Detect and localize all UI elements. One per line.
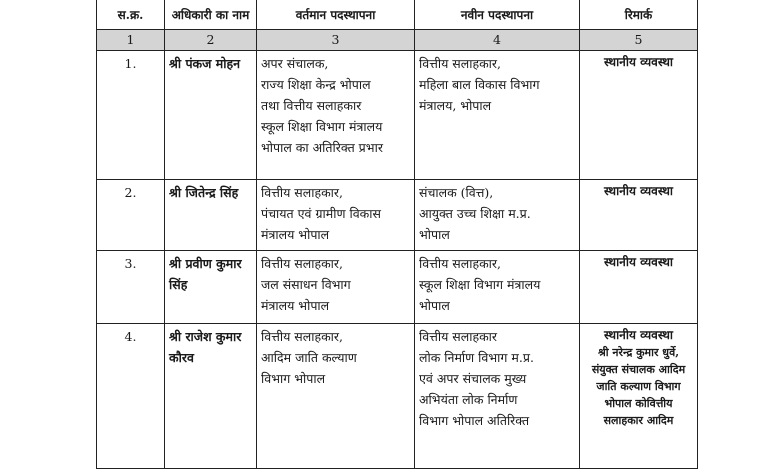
remark: [580, 324, 698, 469]
column-number: 3: [257, 30, 415, 51]
current-posting: [257, 324, 415, 469]
remark-detail: श्री नरेन्द्र कुमार धुर्वे, संयुक्त संचालक आदिम जाति कल्याण विभाग भोपाल कोवित्तीय सलाहकार आदिम: [591, 346, 686, 427]
new-posting-text: संचालक (वित्त), आयुक्त उच्च शिक्षा म.प्र. भोपाल: [419, 185, 531, 242]
column-number-row: [97, 30, 698, 51]
remark-text: स्थानीय व्यवस्था: [603, 55, 674, 69]
officer-name: श्री प्रवीण कुमार सिंह: [165, 251, 257, 324]
table-row: [97, 180, 698, 251]
remark-text: स्थानीय व्यवस्था: [603, 255, 674, 269]
table-row: [97, 51, 698, 180]
serial-number: 3.: [97, 251, 165, 324]
serial-number: 4.: [97, 324, 165, 469]
serial-number: 1.: [97, 51, 165, 180]
column-number: 5: [580, 30, 698, 51]
table-header-row: [97, 0, 698, 30]
new-posting: [415, 180, 580, 251]
new-posting-text: वित्तीय सलाहकार लोक निर्माण विभाग म.प्र. एवं अपर संचालक मुख्य अभियंता लोक निर्माण विभाग भोपाल अतिरिक्त: [419, 329, 534, 428]
column-number: 2: [165, 30, 257, 51]
new-posting: [415, 324, 580, 469]
column-number: 4: [415, 30, 580, 51]
new-posting: [415, 251, 580, 324]
header-remark: रिमार्क: [580, 0, 698, 30]
current-posting: [257, 251, 415, 324]
transfer-order-table: [96, 0, 698, 469]
remark-text: स्थानीय व्यवस्था: [603, 328, 674, 342]
remark-text: स्थानीय व्यवस्था: [603, 184, 674, 198]
header-officer-name: अधिकारी का नाम: [165, 0, 257, 30]
header-serial: स.क्र.: [97, 0, 165, 30]
header-new-posting: नवीन पदस्थापना: [415, 0, 580, 30]
remark: [580, 180, 698, 251]
table-row: [97, 251, 698, 324]
current-posting-text: वित्तीय सलाहकार, जल संसाधन विभाग मंत्रालय भोपाल: [261, 256, 351, 313]
header-current-posting: वर्तमान पदस्थापना: [257, 0, 415, 30]
remark: [580, 51, 698, 180]
new-posting-text: वित्तीय सलाहकार, स्कूल शिक्षा विभाग मंत्रालय भोपाल: [419, 256, 541, 313]
officer-name: श्री पंकज मोहन: [165, 51, 257, 180]
new-posting: [415, 51, 580, 180]
serial-number: 2.: [97, 180, 165, 251]
table-row: [97, 324, 698, 469]
current-posting-text: वित्तीय सलाहकार, आदिम जाति कल्याण विभाग भोपाल: [261, 329, 357, 386]
column-number: 1: [97, 30, 165, 51]
officer-name: श्री राजेश कुमार कौरव: [165, 324, 257, 469]
current-posting: [257, 180, 415, 251]
new-posting-text: वित्तीय सलाहकार, महिला बाल विकास विभाग मंत्रालय, भोपाल: [419, 56, 540, 113]
current-posting: [257, 51, 415, 180]
current-posting-text: वित्तीय सलाहकार, पंचायत एवं ग्रामीण विकास मंत्रालय भोपाल: [261, 185, 381, 242]
officer-name: श्री जितेन्द्र सिंह: [165, 180, 257, 251]
remark: [580, 251, 698, 324]
current-posting-text: अपर संचालक, राज्य शिक्षा केन्द्र भोपाल तथा वित्तीय सलाहकार स्कूल शिक्षा विभाग मंत्रालय भोपाल का अतिरिक्त प्रभार: [261, 56, 383, 155]
